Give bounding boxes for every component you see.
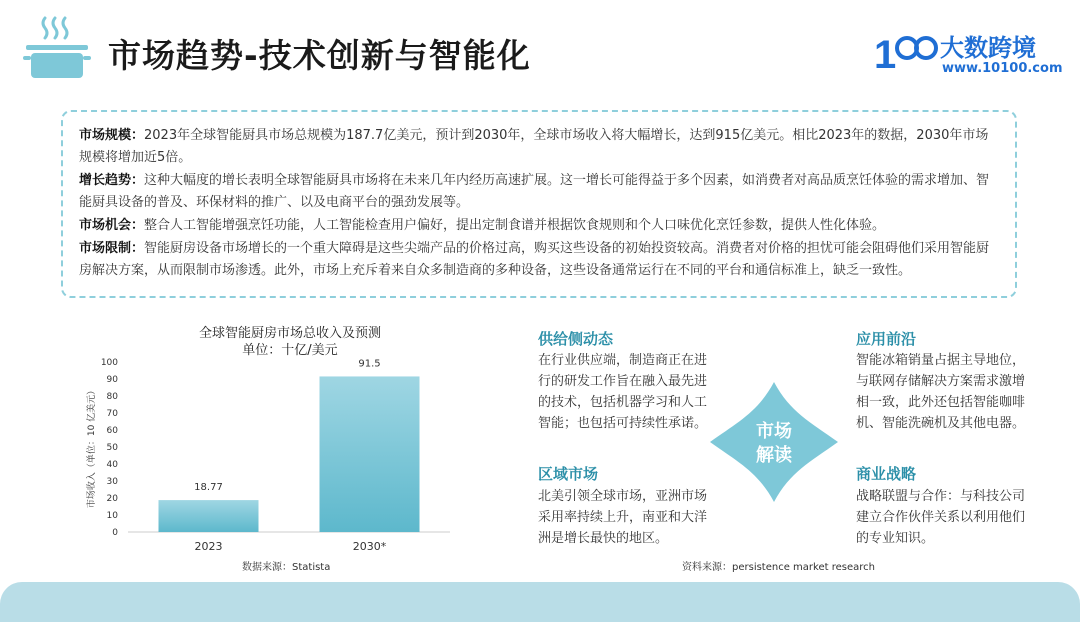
business-strategy-title: 商业战略 [856, 465, 917, 483]
overview-market-restriction: 市场限制：智能厨房设备市场增长的一个重大障碍是这些尖端产品的价格过高，购买这些设备的初始投资较高。消费者对价格的担忧可能会阻碍他们采用智能厨房解决方案，从而限制市场渗透。此外，市场上充斥着来自众多制造商的多种设备，这些设备通常运行在不同的平台和通信标准上，缺乏一致性。 [79, 241, 990, 278]
application-frontier-title: 应用前沿 [856, 330, 917, 348]
bar-value-label: 91.5 [358, 358, 381, 370]
chart-plot [70, 320, 510, 560]
footer-band [0, 582, 1080, 622]
y-axis-label: 市场收入（单位：10 亿美元） [87, 385, 97, 509]
application-frontier-text: 智能冰箱销量占据主导地位，与联网存储解决方案需求激增相一致，此外还包括智能咖啡机、智能洗碗机及其他电器。 [856, 353, 1026, 431]
bar-2023 [159, 500, 259, 532]
y-tick-label: 40 [106, 460, 118, 470]
y-tick-label: 100 [100, 358, 118, 368]
revenue-chart [70, 320, 470, 580]
chart-source: 数据来源：Statista [242, 562, 331, 573]
y-tick-label: 90 [106, 375, 118, 385]
analysis-source: 资料来源：persistence market research [682, 562, 875, 573]
brand-url[interactable]: www.10100.com [942, 61, 1063, 76]
y-tick-label: 10 [106, 511, 118, 521]
x-tick-label: 2030* [352, 540, 387, 553]
supply-side-title: 供给侧动态 [538, 330, 614, 348]
regional-market-text: 北美引领全球市场，亚洲市场采用率持续上升，南亚和大洋洲是增长最快的地区。 [538, 489, 708, 546]
y-tick-label: 70 [106, 409, 118, 419]
bar-value-label: 18.77 [194, 482, 223, 494]
brand-name: 大数跨境 [940, 34, 1036, 62]
overview-market-size: 市场规模：2023年全球智能厨具市场总规模为187.7亿美元，预计到2030年，全球市场收入将大幅增长，达到915亿美元。相比2023年的数据，2030年市场规模将增加近5倍。 [79, 128, 989, 165]
business-strategy-text: 战略联盟与合作：与科技公司建立合作伙伴关系以利用他们的专业知识。 [856, 489, 1026, 546]
overview-market-opportunity: 市场机会：整合人工智能增强烹饪功能，人工智能检查用户偏好，提出定制食谱并根据饮食规则和个人口味优化烹饪参数，提供人性化体验。 [79, 218, 886, 233]
y-tick-label: 30 [106, 477, 118, 487]
logo-mark-icon [874, 26, 938, 74]
regional-market-title: 区域市场 [538, 465, 599, 483]
y-tick-label: 20 [106, 494, 118, 504]
page-title: 市场趋势-技术创新与智能化 [108, 36, 531, 75]
market-interpretation-label: 市场 解读 [756, 421, 792, 466]
chart-title: 全球智能厨房市场总收入及预测 单位：十亿/美元 [198, 326, 381, 358]
bar-2030* [320, 376, 420, 532]
brand-logo [874, 26, 1063, 78]
y-tick-label: 80 [106, 392, 118, 402]
svg-text:1: 1 [874, 33, 897, 74]
y-tick-label: 50 [106, 443, 118, 453]
pot-icon [22, 14, 92, 80]
y-tick-label: 0 [112, 528, 118, 538]
supply-side-text: 在行业供应端，制造商正在进行的研发工作旨在融入最先进的技术，包括机器学习和人工智能；也包括可持续性承诺。 [538, 353, 708, 431]
y-tick-label: 60 [106, 426, 118, 436]
market-overview-box [61, 110, 1017, 298]
x-tick-label: 2023 [194, 540, 223, 553]
overview-growth-trend: 增长趋势：这种大幅度的增长表明全球智能厨具市场将在未来几年内经历高速扩展。这一增长可能得益于多个因素，如消费者对高品质烹饪体验的需求增加、智能厨具设备的普及、环保材料的推广、以及电商平台的强劲发展等。 [79, 173, 990, 210]
